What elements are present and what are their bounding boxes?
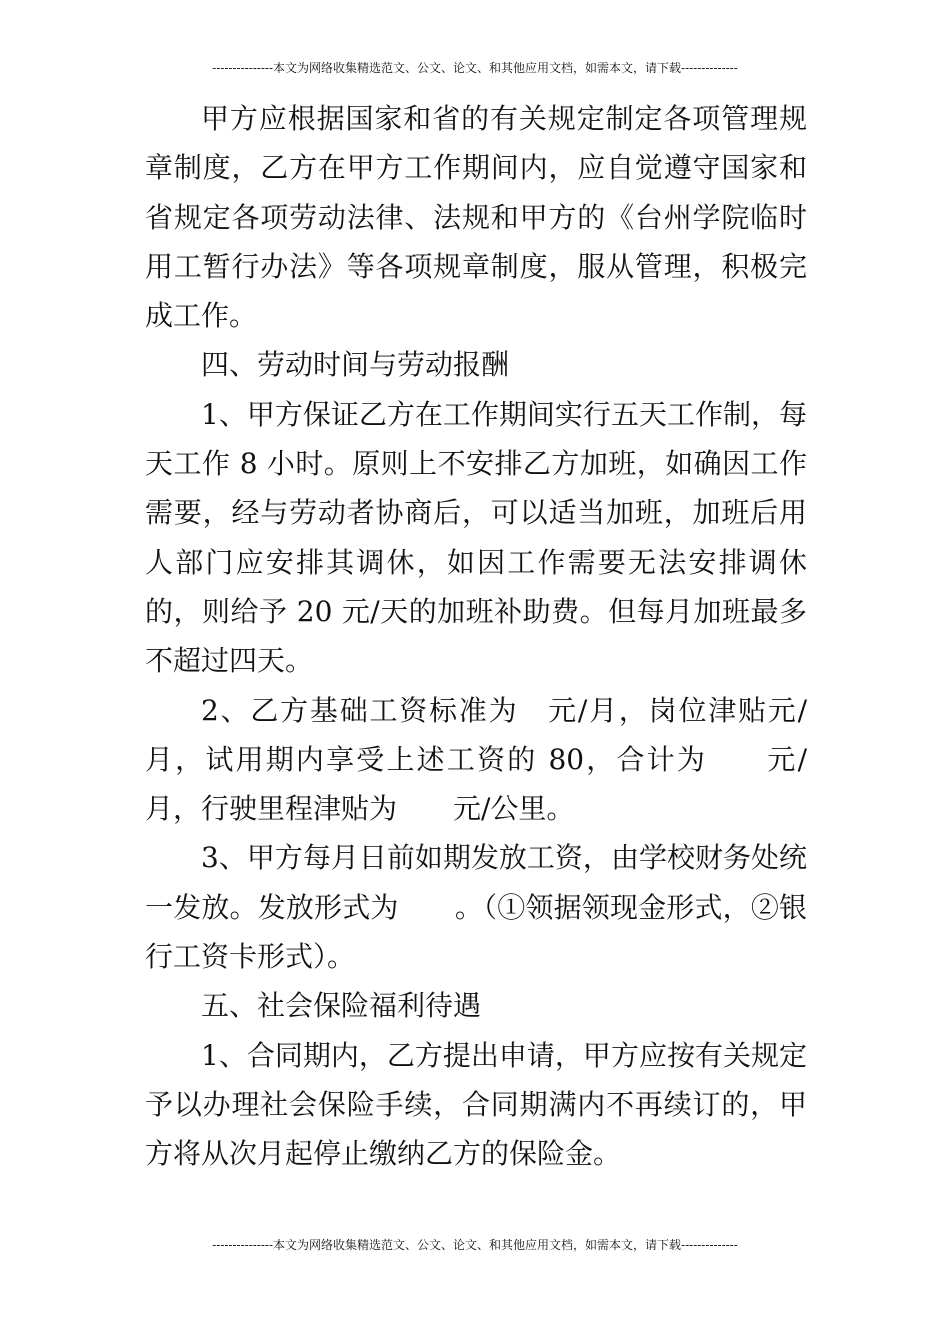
paragraph-payment-method: 3、甲方每月日前如期发放工资，由学校财务处统一发放。发放形式为 。（①领据领现金形式，②银行工资卡形式）。 — [145, 841, 807, 974]
section-heading-social-insurance: 五、社会保险福利待遇 — [201, 989, 482, 1023]
paragraph-base-salary: 2、乙方基础工资标准为 元/月，岗位津贴元/月，试用期内享受上述工资的 80，合计为 元/月，行驶里程津贴为 元/公里。 — [145, 693, 807, 826]
page-header: ---------------本文为网络收集精选范文、公文、论文、和其他应用文档，如需本文，请下载-------------- — [212, 61, 738, 75]
document-body — [145, 94, 807, 1179]
page-footer: ---------------本文为网络收集精选范文、公文、论文、和其他应用文档，如需本文，请下载-------------- — [212, 1238, 738, 1252]
paragraph-working-hours: 1、甲方保证乙方在工作期间实行五天工作制，每天工作 8 小时。原则上不安排乙方加班，如确因工作需要，经与劳动者协商后，可以适当加班，加班后用人部门应安排其调休，如因工作需要无法安排调休的，则给予 20 元/天的加班补助费。但每月加班最多不超过四天。 — [145, 397, 807, 678]
paragraph-social-insurance: 1、合同期内，乙方提出申请，甲方应按有关规定予以办理社会保险手续，合同期满内不再续订的，甲方将从次月起停止缴纳乙方的保险金。 — [145, 1038, 807, 1171]
paragraph-rules-compliance: 甲方应根据国家和省的有关规定制定各项管理规章制度，乙方在甲方工作期间内，应自觉遵守国家和省规定各项劳动法律、法规和甲方的《台州学院临时用工暂行办法》等各项规章制度，服从管理，积极完成工作。 — [145, 102, 807, 333]
section-heading-working-hours-pay: 四、劳动时间与劳动报酬 — [201, 348, 510, 382]
